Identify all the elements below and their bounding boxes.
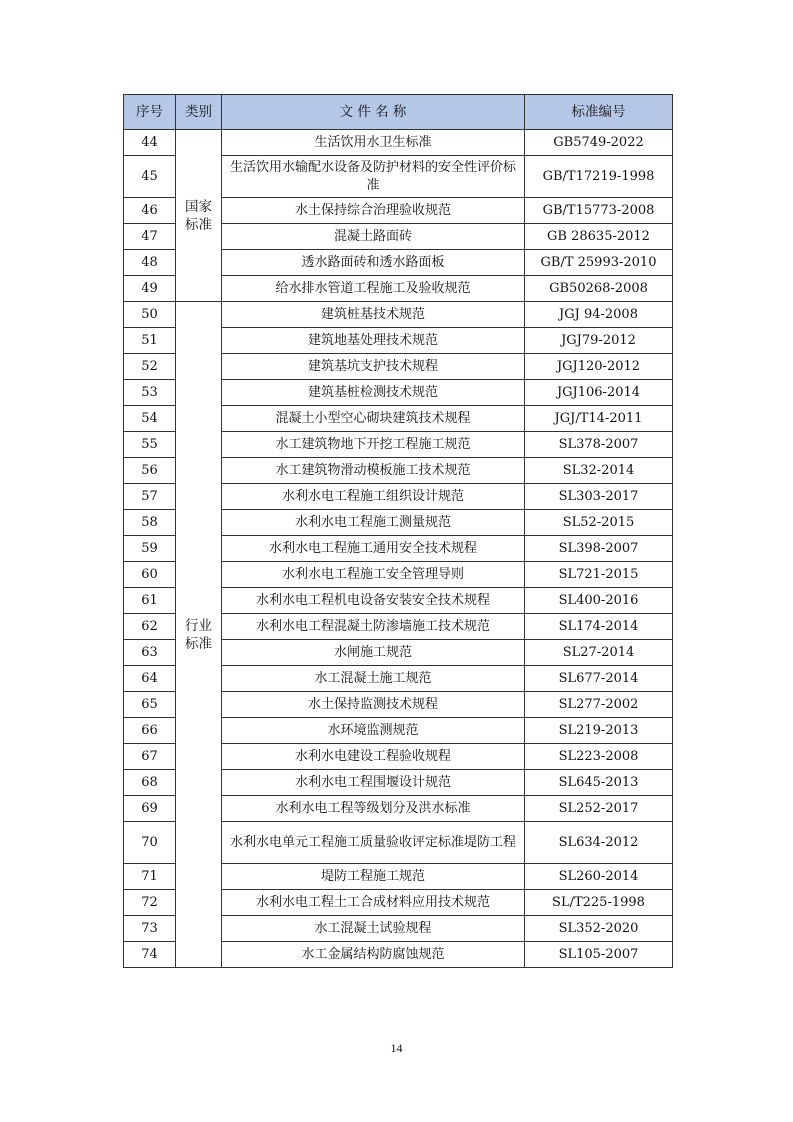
row-no: 45 [124,156,176,198]
page-number: 14 [390,1041,403,1055]
row-name: 水利水电工程施工组织设计规范 [222,484,525,510]
row-no: 61 [124,588,176,614]
row-code: SL174-2014 [525,614,673,640]
row-code: JGJ120-2012 [525,354,673,380]
row-name: 水工建筑物滑动模板施工技术规范 [222,458,525,484]
row-no: 47 [124,224,176,250]
row-name: 水利水电单元工程施工质量验收评定标准堤防工程 [222,822,525,864]
category-label: 标准 [185,216,212,233]
row-code: SL52-2015 [525,510,673,536]
row-code: SL400-2016 [525,588,673,614]
row-code: GB/T 25993-2010 [525,250,673,276]
row-no: 60 [124,562,176,588]
category-label: 国家 [185,198,212,215]
row-name: 水利水电工程施工安全管理导则 [222,562,525,588]
row-code: SL32-2014 [525,458,673,484]
row-no: 66 [124,718,176,744]
table-row [124,302,673,328]
row-name: 水利水电建设工程验收规程 [222,744,525,770]
row-no: 58 [124,510,176,536]
row-code: GB50268-2008 [525,276,673,302]
row-code: SL303-2017 [525,484,673,510]
row-name: 水利水电工程围堰设计规范 [222,770,525,796]
row-code: SL277-2002 [525,692,673,718]
row-name: 水利水电工程施工通用安全技术规程 [222,536,525,562]
row-no: 52 [124,354,176,380]
row-name: 水工金属结构防腐蚀规范 [222,942,525,968]
header-row [124,95,673,130]
row-code: SL352-2020 [525,916,673,942]
row-name: 水利水电工程机电设备安装安全技术规程 [222,588,525,614]
row-name: 生活饮用水输配水设备及防护材料的安全性评价标准 [222,156,525,198]
row-no: 57 [124,484,176,510]
row-name: 给水排水管道工程施工及验收规范 [222,276,525,302]
row-code: SL645-2013 [525,770,673,796]
row-code: SL/T225-1998 [525,890,673,916]
row-no: 64 [124,666,176,692]
row-no: 73 [124,916,176,942]
row-name: 水利水电工程施工测量规范 [222,510,525,536]
row-code: SL105-2007 [525,942,673,968]
row-name: 堤防工程施工规范 [222,864,525,890]
row-code: GB/T17219-1998 [525,156,673,198]
row-code: GB/T15773-2008 [525,198,673,224]
row-name: 水土保持监测技术规程 [222,692,525,718]
row-code: SL27-2014 [525,640,673,666]
row-name: 混凝土小型空心砌块建筑技术规程 [222,406,525,432]
row-no: 53 [124,380,176,406]
row-no: 63 [124,640,176,666]
row-name: 水利水电工程混凝土防渗墙施工技术规范 [222,614,525,640]
row-code: SL677-2014 [525,666,673,692]
row-no: 65 [124,692,176,718]
row-name: 水利水电工程等级划分及洪水标准 [222,796,525,822]
standards-table [123,94,673,968]
row-code: JGJ 94-2008 [525,302,673,328]
row-code: SL721-2015 [525,562,673,588]
row-no: 59 [124,536,176,562]
row-name: 透水路面砖和透水路面板 [222,250,525,276]
header-name: 文 件 名 称 [222,95,525,130]
row-name: 水环境监测规范 [222,718,525,744]
table-row [124,130,673,156]
row-code: SL252-2017 [525,796,673,822]
row-name: 水利水电工程土工合成材料应用技术规范 [222,890,525,916]
row-no: 49 [124,276,176,302]
row-no: 51 [124,328,176,354]
row-no: 55 [124,432,176,458]
row-code: GB 28635-2012 [525,224,673,250]
row-name: 水工混凝土试验规程 [222,916,525,942]
category-industry [176,302,222,968]
row-no: 62 [124,614,176,640]
header-code: 标准编号 [525,95,673,130]
row-no: 48 [124,250,176,276]
row-name: 建筑基桩检测技术规范 [222,380,525,406]
row-name: 混凝土路面砖 [222,224,525,250]
row-name: 生活饮用水卫生标准 [222,130,525,156]
row-no: 72 [124,890,176,916]
row-no: 54 [124,406,176,432]
row-no: 56 [124,458,176,484]
row-name: 建筑地基处理技术规范 [222,328,525,354]
row-no: 67 [124,744,176,770]
row-no: 50 [124,302,176,328]
category-national [176,130,222,302]
category-label: 行业 [185,617,212,634]
row-no: 71 [124,864,176,890]
row-name: 水闸施工规范 [222,640,525,666]
row-code: JGJ79-2012 [525,328,673,354]
row-name: 水工建筑物地下开挖工程施工规范 [222,432,525,458]
row-code: JGJ106-2014 [525,380,673,406]
row-no: 69 [124,796,176,822]
row-code: SL634-2012 [525,822,673,864]
header-category: 类别 [176,95,222,130]
row-name: 建筑桩基技术规范 [222,302,525,328]
row-no: 44 [124,130,176,156]
row-code: SL260-2014 [525,864,673,890]
row-no: 68 [124,770,176,796]
row-name: 水工混凝土施工规范 [222,666,525,692]
row-code: JGJ/T14-2011 [525,406,673,432]
row-no: 46 [124,198,176,224]
row-code: SL398-2007 [525,536,673,562]
row-code: SL223-2008 [525,744,673,770]
category-label: 标准 [185,635,212,652]
row-code: SL378-2007 [525,432,673,458]
row-no: 70 [124,822,176,864]
row-code: SL219-2013 [525,718,673,744]
row-code: GB5749-2022 [525,130,673,156]
row-no: 74 [124,942,176,968]
header-no: 序号 [124,95,176,130]
row-name: 水土保持综合治理验收规范 [222,198,525,224]
row-name: 建筑基坑支护技术规程 [222,354,525,380]
